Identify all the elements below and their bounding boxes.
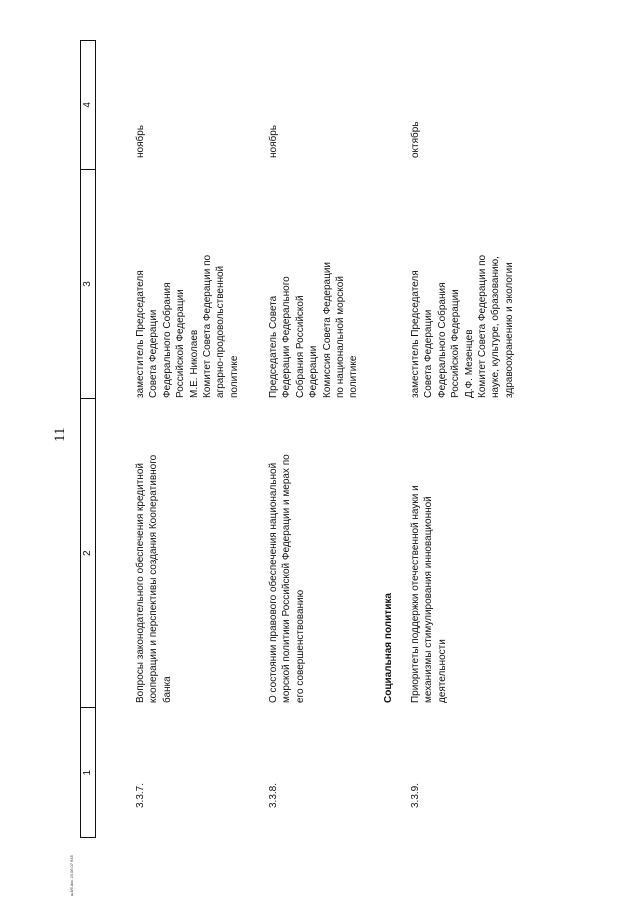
header-col-3: 3 (81, 169, 95, 398)
footer-code: ш3/6.doc 23.06.07 645 (69, 855, 74, 896)
page-number: 11 (52, 427, 68, 442)
item-topic: Приоритеты поддержки отечественной науки и механизмы стимулирования инновационной деятельности (410, 485, 448, 703)
item-number: 3.3.7. (135, 782, 146, 808)
item-number: 3.3.9. (410, 782, 421, 808)
item-responsible: заместитель Председателя Совета Федерации Федерального Собрания Российской Федерации Д.Ф. Мезенцев Комитет Совета Федерации по науке, культуре, образованию, здравоохранению и экологии (410, 254, 515, 398)
section-title: Социальная политика (383, 593, 394, 703)
rotated-table (80, 40, 638, 838)
header-col-2: 2 (81, 398, 95, 707)
item-term: ноябрь (135, 125, 146, 158)
item-responsible: заместитель Председателя Совета Федерации Федерального Собрания Российской Федерации М.Е. Николаев Комитет Совета Федерации по аграрно-продовольственной политике (135, 254, 240, 398)
item-topic: О состоянии правового обеспечения национальной морской политики Российской Федерации и мерах по его совершенствованию (268, 454, 306, 703)
item-term: октябрь (410, 121, 421, 158)
item-number: 3.3.8. (268, 782, 279, 808)
header-col-4: 4 (82, 102, 93, 108)
header-col-1: 1 (81, 707, 95, 837)
item-responsible: Председатель Совета Федерации Федерального Собрания Российской Федерации Комиссия Совета Федерации по национальной морской политике (268, 261, 360, 398)
item-topic: Вопросы законодательного обеспечения кредитной кооперации и перспективы создания Кооперативного банка (135, 454, 173, 703)
table-header (80, 40, 96, 838)
item-term: ноябрь (268, 125, 279, 158)
